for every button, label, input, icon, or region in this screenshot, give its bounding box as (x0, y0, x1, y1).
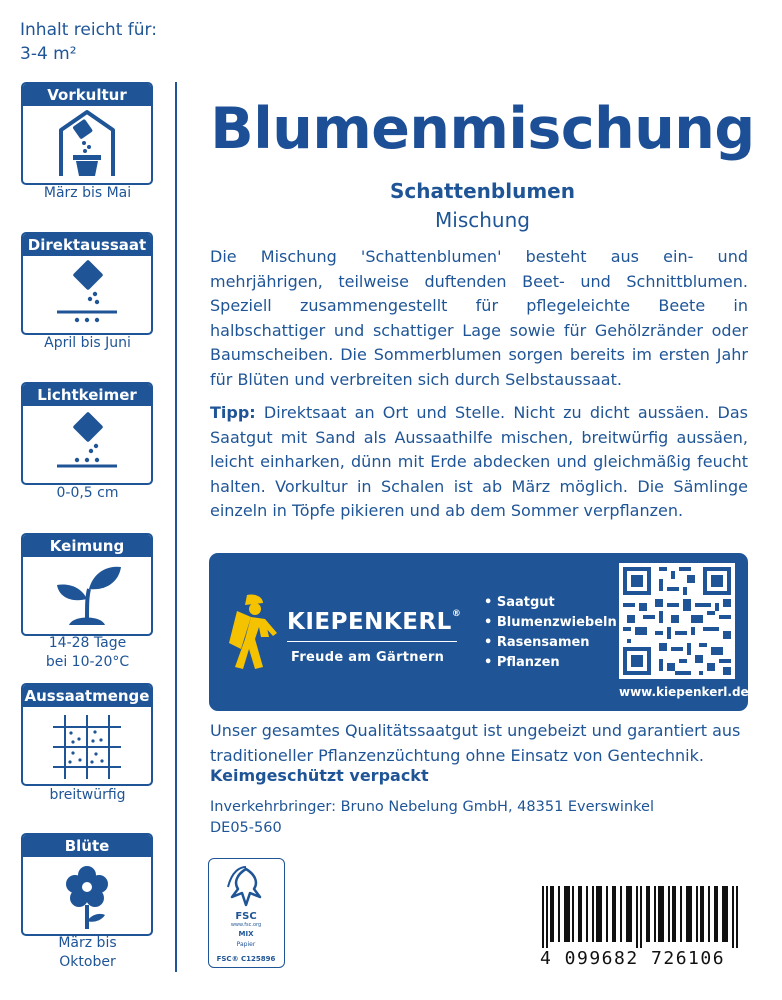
card-caption-bluete (0, 934, 175, 972)
caption-line: März bis (58, 935, 117, 951)
caption-line: 0-0,5 cm (56, 485, 119, 501)
seed-grid-icon (23, 707, 151, 784)
light-germinator-icon (23, 406, 151, 483)
seedling-icon (23, 557, 151, 634)
fsc-website: www.fsc.org (230, 922, 262, 928)
card-title: Vorkultur (23, 84, 151, 106)
distributor-info (210, 797, 730, 839)
card-keimung (21, 533, 153, 636)
brand-name (287, 609, 461, 635)
card-title: Direktaussaat (23, 234, 151, 256)
card-lichtkeimer (21, 382, 153, 485)
description-text: Die Mischung 'Schattenblumen' besteht aus ein- und mehrjährigen, teilweise duftenden Beet- und Schnittblumen. Speziell zusammengestellt für pflegeleichte Beete in halbschattiger und schattiger Lage sowie für Gehölzränder oder Baumscheiben. Die Sommerblumen sorgen bereits im ersten Jahr für Blüten und verbreiten sich durch Selbstaussaat. (210, 247, 748, 389)
brand-underline (287, 641, 457, 642)
barcode-number: 4 099682 726106 (540, 948, 726, 969)
card-title: Keimung (23, 535, 151, 557)
caption-line: 14-28 Tage (48, 635, 127, 651)
flower-icon (23, 857, 151, 934)
card-vorkultur (21, 82, 153, 185)
fsc-mix: MIX (238, 930, 254, 938)
card-caption-keimung (0, 634, 175, 672)
registered-mark: ® (451, 609, 462, 619)
fsc-material: Papier (236, 941, 256, 948)
list-item: • Pflanzen (484, 653, 617, 673)
list-item: • Blumenzwiebeln (484, 613, 617, 633)
list-item: • Rasensamen (484, 633, 617, 653)
caption-line: breitwürfig (49, 787, 126, 803)
website-link[interactable]: www.kiepenkerl.de (619, 685, 749, 699)
tip-label: Tipp: (210, 403, 256, 422)
coverage-label: Inhalt reicht für: (20, 20, 157, 40)
distributor-code: DE05-560 (210, 820, 282, 836)
packaging-note: Keimgeschützt verpackt (210, 766, 429, 785)
quality-statement: Unser gesamtes Qualitätssaatgut ist ungebeizt und garantiert aus traditioneller Pflanzenzüchtung ohne Einsatz von Gentechnik. (210, 721, 741, 765)
page-title: Blumenmischung (210, 96, 755, 162)
distributor-name: Inverkehrbringer: Bruno Nebelung GmbH, 48351 Everswinkel (210, 799, 654, 815)
fsc-name: FSC (235, 911, 257, 922)
seed-packet-sowing-icon (23, 256, 151, 333)
card-caption-direktaussaat (0, 334, 175, 353)
list-item: • Saatgut (484, 593, 617, 613)
caption-line: bei 10-20°C (45, 654, 130, 670)
fsc-label (208, 858, 285, 968)
product-categories (484, 593, 617, 673)
product-subtitle: Schattenblumen (390, 179, 575, 203)
card-title: Aussaatmenge (24, 687, 150, 705)
caption-line: April bis Juni (44, 335, 131, 351)
brand-slogan: Freude am Gärtnern (291, 650, 445, 665)
card-direktaussaat (21, 232, 153, 335)
fsc-license-code: FSC® C125896 (216, 955, 276, 963)
barcode-icon (538, 886, 748, 948)
vertical-divider (175, 82, 177, 972)
card-caption-lichtkeimer (0, 484, 175, 503)
card-bluete (21, 833, 153, 936)
card-title: Lichtkeimer (23, 384, 151, 406)
card-aussaatmenge (21, 683, 153, 786)
caption-line: Oktober (59, 954, 116, 970)
tip-text: Direktsaat an Ort und Stelle. Nicht zu dicht aussäen. Das Saatgut mit Sand als Aussaathilfe mischen, breitwürfig aussäen, leicht einharken, dünn mit Erde abdecken und gleichmäßig feucht halten. Vorkultur in Schalen ist ab März möglich. Die Sämlinge einzeln in Töpfe pikieren und ab dem Sommer verpflanzen. (210, 403, 748, 520)
coverage-value: 3-4 m² (20, 44, 77, 64)
qr-code-icon[interactable] (619, 563, 735, 679)
coverage-info (20, 18, 180, 66)
card-title: Blüte (23, 835, 151, 857)
greenhouse-pot-icon (23, 106, 151, 183)
card-caption-aussaatmenge (0, 786, 175, 805)
brand-banner (209, 553, 748, 711)
tip-paragraph (210, 401, 748, 524)
brand-wordmark: KIEPENKERL (287, 609, 452, 635)
fsc-tree-icon (226, 865, 266, 909)
product-type: Mischung (435, 208, 530, 232)
kiepenkerl-logo-icon (225, 593, 283, 673)
card-caption-vorkultur (0, 184, 175, 203)
caption-line: März bis Mai (43, 185, 132, 201)
